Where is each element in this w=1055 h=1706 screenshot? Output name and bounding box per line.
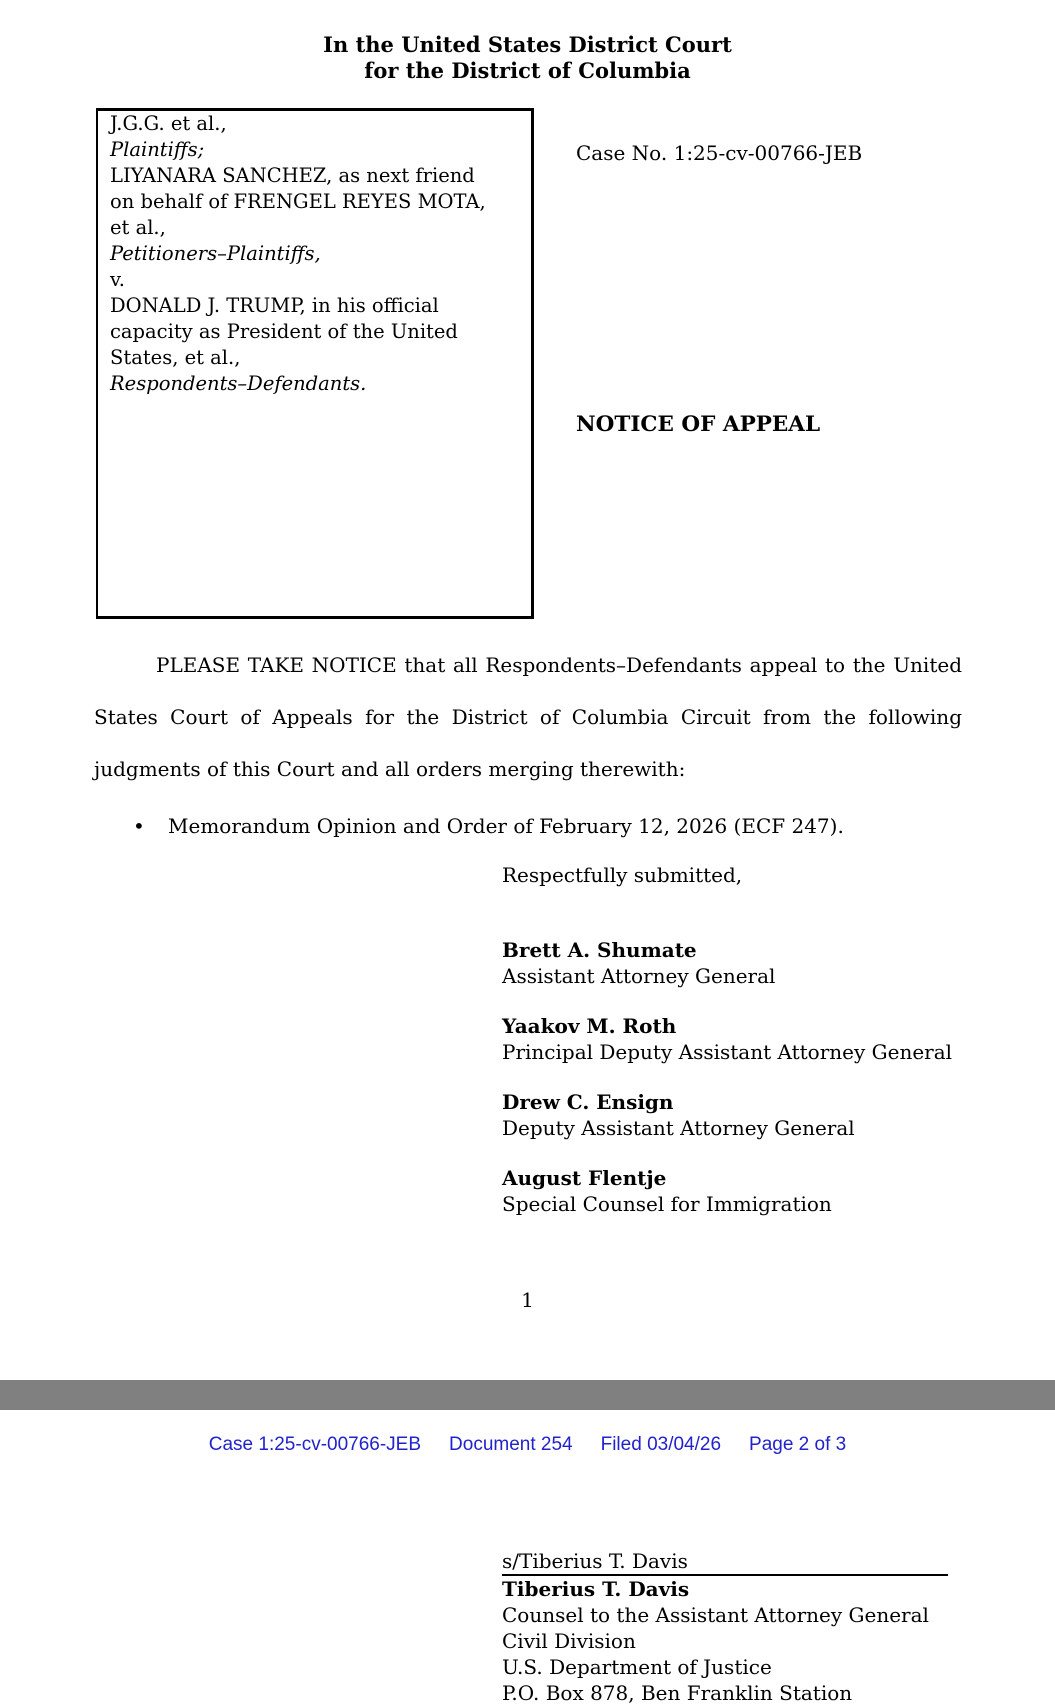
court-title xyxy=(0,32,1055,84)
bullet-item-text: Memorandum Opinion and Order of February 12, 2026 (ECF 247). xyxy=(168,814,844,838)
petitioner-name-line1: LIYANARA SANCHEZ, as next friend xyxy=(110,164,475,187)
signer-department: U.S. Department of Justice xyxy=(502,1655,772,1679)
signatory-entry xyxy=(502,1089,952,1141)
defendant-name-line2: capacity as President of the United xyxy=(110,320,458,343)
ecf-header-stamp xyxy=(0,1432,1055,1458)
versus-label: v. xyxy=(110,268,125,291)
bullet-item-row xyxy=(133,813,844,839)
signer-division: Civil Division xyxy=(502,1629,636,1653)
signatory-entry xyxy=(502,1165,952,1217)
defendant-name xyxy=(110,293,519,371)
signatory-name: August Flentje xyxy=(502,1166,667,1190)
body-paragraph: PLEASE TAKE NOTICE that all Respondents–Defendants appeal to the United States Court of Appeals for the District of Columbia Circuit from the following judgments of this Court and all orders merging therewith: xyxy=(94,653,962,781)
signatory-name: Drew C. Ensign xyxy=(502,1090,674,1114)
defendant-name-line1: DONALD J. TRUMP, in his official xyxy=(110,294,439,317)
stamp-case-number: Case 1:25-cv-00766-JEB xyxy=(208,1434,422,1455)
s-signature: s/Tiberius T. Davis xyxy=(502,1549,688,1573)
signatory-entry xyxy=(502,1013,952,1065)
stamp-filed-date: Filed 03/04/26 xyxy=(600,1434,722,1455)
petitioner-name-line3: et al., xyxy=(110,216,166,239)
case-caption-box xyxy=(96,108,534,619)
plaintiff-role: Plaintiffs; xyxy=(110,138,205,161)
signatory-name: Brett A. Shumate xyxy=(502,938,697,962)
signer-address-clipped: P.O. Box 878, Ben Franklin Station xyxy=(502,1681,853,1705)
signatory-name: Yaakov M. Roth xyxy=(502,1014,677,1038)
signatory-title: Deputy Assistant Attorney General xyxy=(502,1116,855,1140)
signatory-title: Assistant Attorney General xyxy=(502,964,776,988)
signer-name: Tiberius T. Davis xyxy=(502,1577,690,1601)
page-separator-bar xyxy=(0,1380,1055,1410)
closing-line: Respectfully submitted, xyxy=(502,863,743,887)
signature-column xyxy=(502,862,952,1217)
petitioner-name xyxy=(110,163,519,241)
stamp-page-indicator: Page 2 of 3 xyxy=(749,1434,847,1455)
court-title-line1: In the United States District Court xyxy=(323,32,732,57)
court-title-line2: for the District of Columbia xyxy=(364,58,691,83)
defendant-name-line3: States, et al., xyxy=(110,346,241,369)
page-number: 1 xyxy=(521,1288,534,1312)
page2-signature-block xyxy=(502,1548,962,1706)
defendant-role: Respondents–Defendants. xyxy=(110,372,367,395)
petitioner-role: Petitioners–Plaintiffs, xyxy=(110,242,321,265)
case-number: Case No. 1:25-cv-00766-JEB xyxy=(576,141,863,165)
petitioner-name-line2: on behalf of FRENGEL REYES MOTA, xyxy=(110,190,486,213)
signature-rule-line xyxy=(502,1548,948,1576)
signatory-entry xyxy=(502,937,952,989)
signer-title: Counsel to the Assistant Attorney General xyxy=(502,1603,929,1627)
signatory-title: Special Counsel for Immigration xyxy=(502,1192,832,1216)
document-title: NOTICE OF APPEAL xyxy=(576,412,821,437)
bullet-icon: • xyxy=(133,814,145,838)
plaintiff-name: J.G.G. et al., xyxy=(110,112,227,135)
signatory-title: Principal Deputy Assistant Attorney General xyxy=(502,1040,953,1064)
stamp-document-number: Document 254 xyxy=(449,1434,573,1455)
